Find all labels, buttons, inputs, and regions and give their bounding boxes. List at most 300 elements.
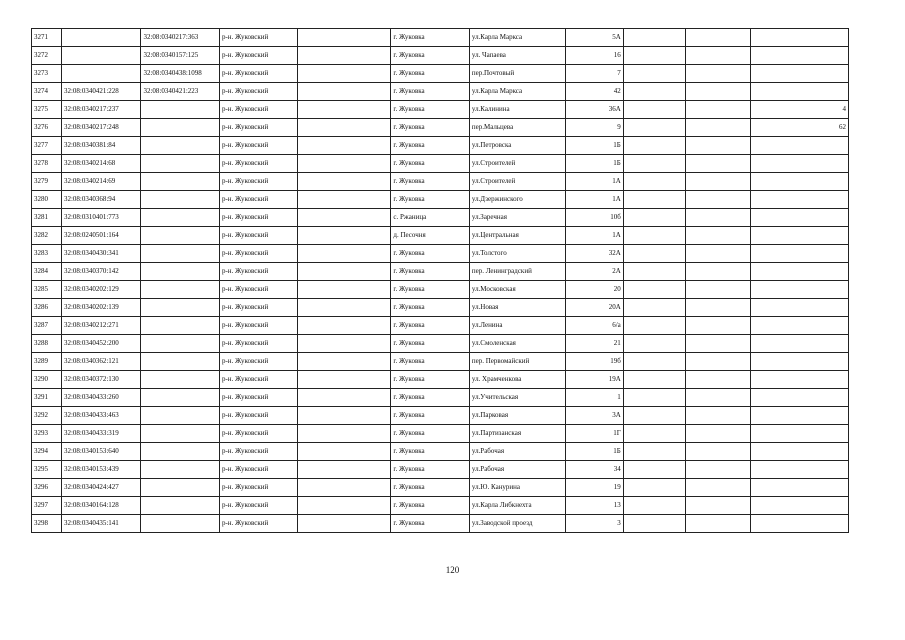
value-cell [750, 173, 848, 191]
table-row [32, 245, 849, 263]
locality-cell: г. Жуковка [391, 497, 469, 515]
cadastral-number-alt-cell [141, 515, 219, 533]
cadastral-number-cell: 32:08:0340452:200 [61, 335, 141, 353]
locality-cell: г. Жуковка [391, 389, 469, 407]
table-row [32, 173, 849, 191]
locality-cell: г. Жуковка [391, 353, 469, 371]
empty-cell [623, 83, 685, 101]
cadastral-number-alt-cell [141, 155, 219, 173]
empty-cell [298, 335, 391, 353]
street-cell: ул. Чапаева [469, 47, 565, 65]
house-number-cell: 9 [565, 119, 623, 137]
house-number-cell: 6/а [565, 317, 623, 335]
street-cell: ул.Центральная [469, 227, 565, 245]
district-cell: р-н. Жуковский [219, 119, 297, 137]
empty-cell [685, 389, 750, 407]
row-number-cell: 3281 [32, 209, 62, 227]
house-number-cell: 16 [565, 47, 623, 65]
cadastral-number-alt-cell [141, 263, 219, 281]
cadastral-number-alt-cell [141, 299, 219, 317]
locality-cell: с. Ржаница [391, 209, 469, 227]
cadastral-number-alt-cell [141, 209, 219, 227]
cadastral-number-alt-cell: 32:08:0340157:125 [141, 47, 219, 65]
house-number-cell: 7 [565, 65, 623, 83]
value-cell [750, 479, 848, 497]
value-cell [750, 389, 848, 407]
cadastral-number-cell: 32:08:0340214:69 [61, 173, 141, 191]
cadastral-number-alt-cell [141, 479, 219, 497]
empty-cell [685, 209, 750, 227]
cadastral-number-cell: 32:08:0340433:260 [61, 389, 141, 407]
locality-cell: г. Жуковка [391, 83, 469, 101]
row-number-cell: 3283 [32, 245, 62, 263]
row-number-cell: 3291 [32, 389, 62, 407]
empty-cell [298, 119, 391, 137]
row-number-cell: 3280 [32, 191, 62, 209]
row-number-cell: 3288 [32, 335, 62, 353]
cadastral-number-cell [61, 65, 141, 83]
cadastral-number-cell: 32:08:0310401:773 [61, 209, 141, 227]
empty-cell [685, 137, 750, 155]
house-number-cell: 19А [565, 371, 623, 389]
house-number-cell: 13 [565, 497, 623, 515]
street-cell: ул.Толстого [469, 245, 565, 263]
cadastral-number-alt-cell [141, 389, 219, 407]
house-number-cell: 3 [565, 515, 623, 533]
table-row [32, 371, 849, 389]
empty-cell [685, 371, 750, 389]
cadastral-number-cell: 32:08:0340433:319 [61, 425, 141, 443]
cadastral-number-alt-cell [141, 335, 219, 353]
empty-cell [685, 335, 750, 353]
row-number-cell: 3277 [32, 137, 62, 155]
street-cell: ул.Петровска [469, 137, 565, 155]
street-cell: ул.Партизанская [469, 425, 565, 443]
empty-cell [623, 209, 685, 227]
locality-cell: г. Жуковка [391, 191, 469, 209]
locality-cell: г. Жуковка [391, 317, 469, 335]
house-number-cell: 32А [565, 245, 623, 263]
locality-cell: г. Жуковка [391, 29, 469, 47]
cadastral-number-alt-cell [141, 281, 219, 299]
district-cell: р-н. Жуковский [219, 407, 297, 425]
district-cell: р-н. Жуковский [219, 281, 297, 299]
value-cell: 62 [750, 119, 848, 137]
value-cell [750, 83, 848, 101]
house-number-cell: 1 [565, 389, 623, 407]
house-number-cell: 20 [565, 281, 623, 299]
street-cell: ул.Московская [469, 281, 565, 299]
empty-cell [623, 497, 685, 515]
district-cell: р-н. Жуковский [219, 443, 297, 461]
empty-cell [623, 281, 685, 299]
table-row [32, 497, 849, 515]
empty-cell [298, 83, 391, 101]
row-number-cell: 3295 [32, 461, 62, 479]
street-cell: ул.Строителей [469, 173, 565, 191]
value-cell [750, 407, 848, 425]
locality-cell: г. Жуковка [391, 119, 469, 137]
locality-cell: г. Жуковка [391, 407, 469, 425]
value-cell [750, 155, 848, 173]
locality-cell: г. Жуковка [391, 245, 469, 263]
cadastral-number-alt-cell [141, 425, 219, 443]
empty-cell [685, 155, 750, 173]
empty-cell [623, 101, 685, 119]
cadastral-number-alt-cell: 32:08:0340438:1098 [141, 65, 219, 83]
value-cell [750, 299, 848, 317]
empty-cell [685, 47, 750, 65]
locality-cell: г. Жуковка [391, 425, 469, 443]
empty-cell [623, 479, 685, 497]
house-number-cell: 10б [565, 209, 623, 227]
street-cell: ул.Ленина [469, 317, 565, 335]
empty-cell [623, 317, 685, 335]
street-cell: ул.Парковая [469, 407, 565, 425]
cadastral-number-alt-cell [141, 245, 219, 263]
locality-cell: г. Жуковка [391, 263, 469, 281]
house-number-cell: 19 [565, 479, 623, 497]
street-cell: ул.Новая [469, 299, 565, 317]
empty-cell [685, 515, 750, 533]
locality-cell: г. Жуковка [391, 479, 469, 497]
empty-cell [685, 65, 750, 83]
empty-cell [298, 101, 391, 119]
empty-cell [623, 335, 685, 353]
cadastral-number-alt-cell [141, 191, 219, 209]
house-number-cell: 3А [565, 407, 623, 425]
street-cell: ул.Заречная [469, 209, 565, 227]
value-cell [750, 335, 848, 353]
row-number-cell: 3282 [32, 227, 62, 245]
table-row [32, 119, 849, 137]
cadastral-number-cell: 32:08:0340433:463 [61, 407, 141, 425]
empty-cell [685, 29, 750, 47]
empty-cell [623, 119, 685, 137]
street-cell: ул. Храмченкова [469, 371, 565, 389]
cadastral-number-cell: 32:08:0340368:94 [61, 191, 141, 209]
value-cell [750, 317, 848, 335]
empty-cell [298, 461, 391, 479]
empty-cell [685, 317, 750, 335]
cadastral-number-cell: 32:08:0340362:121 [61, 353, 141, 371]
empty-cell [298, 353, 391, 371]
empty-cell [685, 119, 750, 137]
cadastral-number-cell [61, 47, 141, 65]
empty-cell [298, 191, 391, 209]
locality-cell: г. Жуковка [391, 101, 469, 119]
locality-cell: д. Песочня [391, 227, 469, 245]
row-number-cell: 3272 [32, 47, 62, 65]
cadastral-number-cell: 32:08:0340381:84 [61, 137, 141, 155]
empty-cell [623, 389, 685, 407]
table-row [32, 317, 849, 335]
value-cell [750, 425, 848, 443]
cadastral-number-cell: 32:08:0340164:128 [61, 497, 141, 515]
district-cell: р-н. Жуковский [219, 263, 297, 281]
house-number-cell: 42 [565, 83, 623, 101]
cadastral-number-cell: 32:08:0340424:427 [61, 479, 141, 497]
row-number-cell: 3274 [32, 83, 62, 101]
value-cell: 4 [750, 101, 848, 119]
street-cell: ул.Рабочая [469, 461, 565, 479]
cadastral-number-alt-cell [141, 137, 219, 155]
empty-cell [298, 389, 391, 407]
street-cell: ул.Рабочая [469, 443, 565, 461]
empty-cell [623, 227, 685, 245]
empty-cell [685, 425, 750, 443]
empty-cell [298, 407, 391, 425]
house-number-cell: 1Б [565, 155, 623, 173]
empty-cell [685, 461, 750, 479]
empty-cell [298, 173, 391, 191]
value-cell [750, 443, 848, 461]
cadastral-number-alt-cell: 32:08:0340421:223 [141, 83, 219, 101]
value-cell [750, 497, 848, 515]
empty-cell [298, 155, 391, 173]
house-number-cell: 2А [565, 263, 623, 281]
table-row [32, 281, 849, 299]
row-number-cell: 3285 [32, 281, 62, 299]
registry-table [31, 28, 849, 533]
house-number-cell: 1Г [565, 425, 623, 443]
empty-cell [623, 443, 685, 461]
district-cell: р-н. Жуковский [219, 101, 297, 119]
value-cell [750, 191, 848, 209]
empty-cell [685, 479, 750, 497]
cadastral-number-cell: 32:08:0340372:130 [61, 371, 141, 389]
cadastral-number-cell: 32:08:0340217:237 [61, 101, 141, 119]
district-cell: р-н. Жуковский [219, 353, 297, 371]
row-number-cell: 3284 [32, 263, 62, 281]
table-row [32, 479, 849, 497]
row-number-cell: 3290 [32, 371, 62, 389]
row-number-cell: 3294 [32, 443, 62, 461]
empty-cell [298, 299, 391, 317]
district-cell: р-н. Жуковский [219, 29, 297, 47]
house-number-cell: 1А [565, 173, 623, 191]
district-cell: р-н. Жуковский [219, 335, 297, 353]
table-row [32, 137, 849, 155]
street-cell: пер.Мальцева [469, 119, 565, 137]
table-row [32, 263, 849, 281]
cadastral-number-alt-cell [141, 407, 219, 425]
district-cell: р-н. Жуковский [219, 371, 297, 389]
street-cell: пер. Ленинградский [469, 263, 565, 281]
cadastral-number-cell: 32:08:0340217:248 [61, 119, 141, 137]
empty-cell [623, 425, 685, 443]
value-cell [750, 461, 848, 479]
house-number-cell: 1А [565, 227, 623, 245]
street-cell: пер. Первомайский [469, 353, 565, 371]
cadastral-number-alt-cell [141, 443, 219, 461]
empty-cell [685, 407, 750, 425]
empty-cell [623, 515, 685, 533]
street-cell: ул.Калинина [469, 101, 565, 119]
empty-cell [298, 443, 391, 461]
cadastral-number-cell: 32:08:0340212:271 [61, 317, 141, 335]
row-number-cell: 3297 [32, 497, 62, 515]
house-number-cell: 21 [565, 335, 623, 353]
district-cell: р-н. Жуковский [219, 245, 297, 263]
row-number-cell: 3292 [32, 407, 62, 425]
empty-cell [685, 353, 750, 371]
row-number-cell: 3296 [32, 479, 62, 497]
locality-cell: г. Жуковка [391, 137, 469, 155]
locality-cell: г. Жуковка [391, 47, 469, 65]
house-number-cell: 34 [565, 461, 623, 479]
locality-cell: г. Жуковка [391, 173, 469, 191]
cadastral-number-alt-cell [141, 173, 219, 191]
empty-cell [685, 263, 750, 281]
value-cell [750, 353, 848, 371]
table-row [32, 353, 849, 371]
district-cell: р-н. Жуковский [219, 389, 297, 407]
empty-cell [298, 65, 391, 83]
table-body [32, 29, 849, 533]
street-cell: ул.Строителей [469, 155, 565, 173]
table-row [32, 65, 849, 83]
table-row [32, 443, 849, 461]
empty-cell [623, 263, 685, 281]
cadastral-number-cell: 32:08:0340153:439 [61, 461, 141, 479]
cadastral-number-alt-cell: 32:08:0340217:363 [141, 29, 219, 47]
street-cell: ул.Смоленская [469, 335, 565, 353]
cadastral-number-cell: 32:08:0340435:141 [61, 515, 141, 533]
empty-cell [623, 407, 685, 425]
empty-cell [685, 227, 750, 245]
table-row [32, 227, 849, 245]
empty-cell [298, 227, 391, 245]
cadastral-number-cell: 32:08:0340370:142 [61, 263, 141, 281]
row-number-cell: 3275 [32, 101, 62, 119]
house-number-cell: 19б [565, 353, 623, 371]
house-number-cell: 1Б [565, 137, 623, 155]
value-cell [750, 281, 848, 299]
cadastral-number-cell: 32:08:0340153:640 [61, 443, 141, 461]
table-row [32, 515, 849, 533]
cadastral-number-alt-cell [141, 317, 219, 335]
empty-cell [685, 83, 750, 101]
empty-cell [623, 461, 685, 479]
district-cell: р-н. Жуковский [219, 299, 297, 317]
row-number-cell: 3271 [32, 29, 62, 47]
locality-cell: г. Жуковка [391, 155, 469, 173]
empty-cell [298, 209, 391, 227]
empty-cell [623, 371, 685, 389]
value-cell [750, 137, 848, 155]
house-number-cell: 1А [565, 191, 623, 209]
street-cell: ул.Учительская [469, 389, 565, 407]
locality-cell: г. Жуковка [391, 65, 469, 83]
cadastral-number-cell: 32:08:0240501:164 [61, 227, 141, 245]
table-row [32, 191, 849, 209]
district-cell: р-н. Жуковский [219, 497, 297, 515]
district-cell: р-н. Жуковский [219, 515, 297, 533]
empty-cell [623, 137, 685, 155]
locality-cell: г. Жуковка [391, 371, 469, 389]
empty-cell [298, 263, 391, 281]
empty-cell [623, 299, 685, 317]
empty-cell [623, 353, 685, 371]
district-cell: р-н. Жуковский [219, 479, 297, 497]
empty-cell [623, 65, 685, 83]
empty-cell [685, 497, 750, 515]
table-row [32, 29, 849, 47]
empty-cell [623, 191, 685, 209]
empty-cell [298, 515, 391, 533]
district-cell: р-н. Жуковский [219, 317, 297, 335]
locality-cell: г. Жуковка [391, 299, 469, 317]
empty-cell [623, 47, 685, 65]
value-cell [750, 245, 848, 263]
value-cell [750, 209, 848, 227]
value-cell [750, 65, 848, 83]
row-number-cell: 3276 [32, 119, 62, 137]
empty-cell [298, 29, 391, 47]
empty-cell [623, 245, 685, 263]
empty-cell [298, 137, 391, 155]
street-cell: ул.Ю. Канурина [469, 479, 565, 497]
locality-cell: г. Жуковка [391, 281, 469, 299]
cadastral-number-cell: 32:08:0340421:228 [61, 83, 141, 101]
cadastral-number-alt-cell [141, 227, 219, 245]
empty-cell [298, 425, 391, 443]
locality-cell: г. Жуковка [391, 335, 469, 353]
row-number-cell: 3298 [32, 515, 62, 533]
empty-cell [298, 245, 391, 263]
empty-cell [685, 281, 750, 299]
street-cell: ул.Карла Маркса [469, 83, 565, 101]
table-row [32, 47, 849, 65]
empty-cell [685, 443, 750, 461]
empty-cell [685, 173, 750, 191]
row-number-cell: 3289 [32, 353, 62, 371]
empty-cell [623, 155, 685, 173]
district-cell: р-н. Жуковский [219, 83, 297, 101]
cadastral-number-cell: 32:08:0340430:341 [61, 245, 141, 263]
district-cell: р-н. Жуковский [219, 227, 297, 245]
empty-cell [298, 47, 391, 65]
cadastral-number-cell: 32:08:0340202:139 [61, 299, 141, 317]
district-cell: р-н. Жуковский [219, 137, 297, 155]
table-row [32, 335, 849, 353]
cadastral-number-alt-cell [141, 353, 219, 371]
table-row [32, 101, 849, 119]
cadastral-number-cell [61, 29, 141, 47]
house-number-cell: 5А [565, 29, 623, 47]
street-cell: ул.Заводской проезд [469, 515, 565, 533]
table-row [32, 461, 849, 479]
row-number-cell: 3279 [32, 173, 62, 191]
value-cell [750, 227, 848, 245]
table-row [32, 209, 849, 227]
district-cell: р-н. Жуковский [219, 65, 297, 83]
table-row [32, 425, 849, 443]
table-row [32, 389, 849, 407]
cadastral-number-cell: 32:08:0340214:68 [61, 155, 141, 173]
empty-cell [298, 317, 391, 335]
value-cell [750, 263, 848, 281]
value-cell [750, 515, 848, 533]
locality-cell: г. Жуковка [391, 443, 469, 461]
empty-cell [298, 371, 391, 389]
row-number-cell: 3286 [32, 299, 62, 317]
empty-cell [685, 101, 750, 119]
table-row [32, 83, 849, 101]
house-number-cell: 20А [565, 299, 623, 317]
empty-cell [685, 245, 750, 263]
